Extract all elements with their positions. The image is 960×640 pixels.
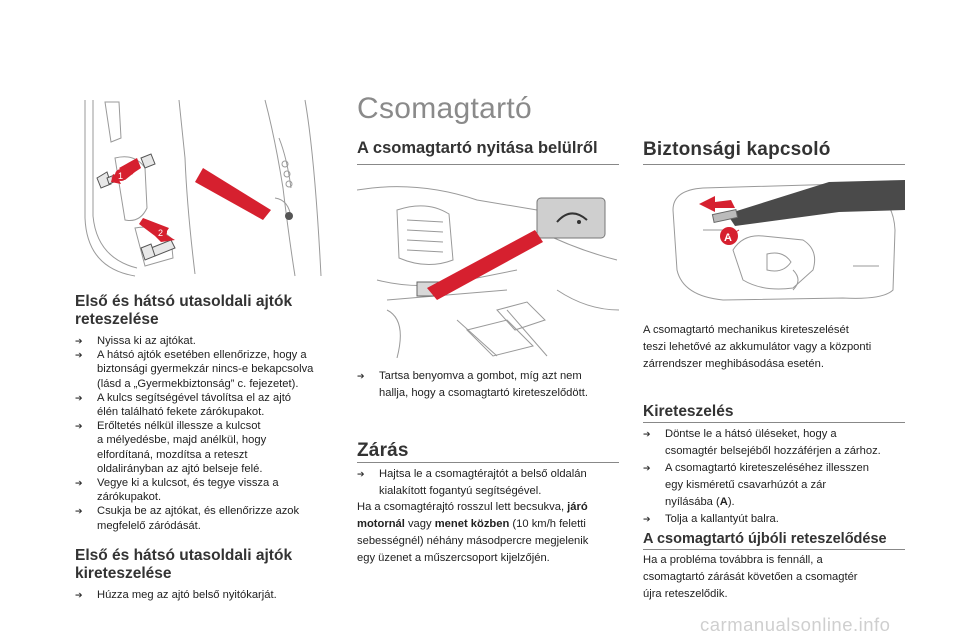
paragraph-line: zárrendszer meghibásodása esetén. [643,358,824,370]
label-two: 2 [158,228,164,238]
list-item-line: A csomagtartó kireteszeléséhez illesszen [665,462,869,474]
list-item-line: A hátsó ajtók esetében ellenőrizze, hogy a [97,349,307,362]
heading-underline-close [357,462,619,463]
label-one: 1 [118,171,124,181]
list-item-line: biztonsági gyermekzár nincs-e bekapcsolva [97,363,314,376]
bullet-arrow-icon: ➔ [75,336,83,346]
lock-steps-list [75,334,345,533]
list-item [75,348,345,391]
bullet-arrow-icon: ➔ [75,590,83,600]
list-item-line: Húzza meg az ajtó belső nyitókarját. [97,589,277,601]
section-heading-relocking: A csomagtartó újbóli reteszelődése [643,531,887,547]
list-item-line: kialakított fogantyú segítségével. [379,485,542,497]
list-item-line: zárókupakot. [97,491,162,504]
list-item [643,460,913,511]
door-lock-illustration [75,98,337,278]
list-item [643,511,913,528]
bullet-arrow-icon: ➔ [643,514,651,524]
list-item-line: Vegye ki a kulcsot, és tegye vissza a [97,477,279,490]
bullet-arrow-icon: ➔ [357,371,365,381]
list-item-line: Döntse le a hátsó üléseket, hogy a [665,428,837,440]
list-item-line: A kulcs segítségével távolítsa el az ajtó [97,391,292,404]
list-item-line: egy kisméretű csavarhúzót a zár [665,479,827,491]
list-item [357,466,619,500]
list-item-line: Hajtsa le a csomagtérajtót a belső oldalán [379,468,587,480]
list-item-line: nyílásába (A). [665,496,735,508]
list-item [75,419,345,476]
paragraph-line: újra reteszelődik. [643,588,728,600]
list-item-line: Tolja a kallantyút balra. [665,513,779,525]
heading-underline-right [643,164,905,165]
safety-switch-intro [643,322,913,373]
list-item-line: csomagtér belsejéből hozzáférjen a zárhoz. [665,445,881,457]
page-title: Csomagtartó [357,92,533,125]
list-item-line: a mélyedésbe, majd anélkül, hogy [97,434,267,447]
list-item [643,426,913,460]
list-item-line: oldalirányban az ajtó belseje felé. [97,462,263,475]
list-item-line: Tartsa benyomva a gombot, míg azt nem [379,370,582,382]
paragraph-line: Ha a probléma továbbra is fennáll, a [643,554,823,566]
list-item [357,368,619,402]
label-a: A [724,232,732,244]
list-item [75,476,345,504]
relocking-paragraph [643,552,913,603]
close-warning-paragraph: Ha a csomagtérajtó rosszul lett becsukva, járó motornál vagy menet közben (10 km/h feletti sebességnél) néhány másodpercre megjelenik egy üzenet a műszercsoport kijelzőjén. [357,501,589,564]
list-item-line: elfordítaná, mozdítsa a reteszt [97,448,248,461]
bullet-arrow-icon: ➔ [643,463,651,473]
close-step [357,466,619,500]
section-heading-lock: Első és hátsó utasoldali ajtók reteszelése [75,293,293,328]
section-heading-unlock: Első és hátsó utasoldali ajtók kireteszelése [75,547,293,582]
list-item-line: Nyissa ki az ajtókat. [97,335,196,347]
heading-underline [357,164,619,165]
bullet-arrow-icon: ➔ [75,506,83,517]
safety-switch-illustration [643,170,905,310]
list-item-line: megfelelő záródását. [97,519,201,532]
list-item-line: (lásd a „Gyermekbiztonság” c. fejezetet). [97,377,299,390]
bullet-arrow-icon: ➔ [75,478,83,489]
unlocking-steps-list [643,426,913,528]
list-item [75,504,345,532]
open-inside-step [357,368,619,402]
list-item-line: Erőltetés nélkül illessze a kulcsot [97,420,261,433]
dashboard-button-illustration [357,170,619,358]
paragraph-line: teszi lehetővé az akkumulátor vagy a központi [643,341,872,353]
unlock-steps-list [75,588,345,602]
bullet-arrow-icon: ➔ [643,429,651,439]
list-item-line: Csukja be az ajtókat, és ellenőrizze azok [97,505,300,518]
bullet-arrow-icon: ➔ [75,421,83,432]
paragraph-line: A csomagtartó mechanikus kireteszelését [643,324,849,336]
section-heading-unlocking: Kireteszelés [643,403,734,420]
list-item [75,334,345,348]
section-heading-close: Zárás [357,440,409,461]
list-item-line: hallja, hogy a csomagtartó kireteszelődött. [379,387,588,399]
list-item [75,588,345,602]
watermark: carmanualsonline.info [700,614,891,635]
paragraph-line: csomagtartó zárását követően a csomagtér [643,571,858,583]
list-item-line: élén található fekete zárókupakot. [97,406,265,419]
list-item [75,391,345,419]
section-heading-safety-switch: Biztonsági kapcsoló [643,139,831,160]
section-heading-open-inside: A csomagtartó nyitása belülről [357,139,598,157]
bullet-arrow-icon: ➔ [357,469,365,479]
bullet-arrow-icon: ➔ [75,392,83,403]
heading-underline-unlocking [643,422,905,423]
bullet-arrow-icon: ➔ [75,350,83,361]
heading-underline-relocking [643,549,905,550]
